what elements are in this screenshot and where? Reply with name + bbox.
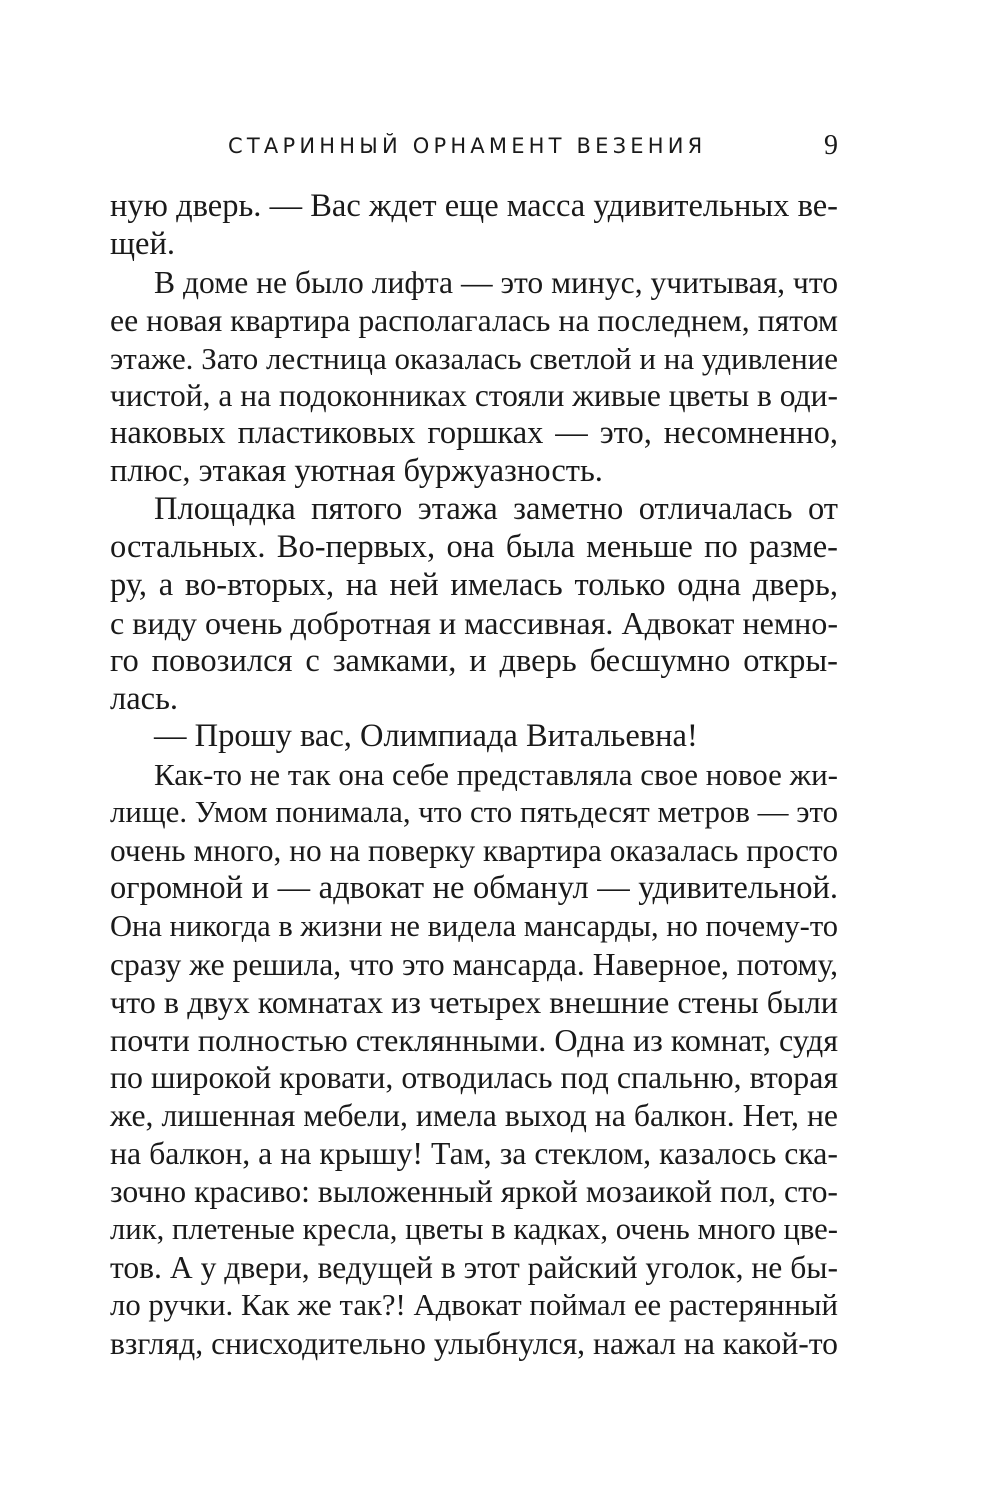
text-line: чистой, а на подоконниках стояли живые цветы в оди-: [110, 378, 838, 414]
text-line: ло ручки. Как же так?! Адвокат поймал ее растерянный: [110, 1287, 838, 1322]
page-number: 9: [824, 130, 838, 161]
text-line: щей.: [110, 225, 175, 262]
text-line: лик, плетеные кресла, цветы в кадках, очень много цве-: [110, 1212, 838, 1247]
page-header: [110, 130, 838, 166]
text-line: зочно красиво: выложенный яркой мозаикой пол, сто-: [110, 1174, 838, 1210]
text-line: — Прошу вас, Олимпиада Витальевна!: [154, 718, 698, 755]
text-line: почти полностью стеклянными. Одна из комнат, судя: [110, 1021, 838, 1058]
text-line: остальных. Во-первых, она была меньше по разме-: [110, 529, 838, 566]
text-line: наковых пластиковых горшках — это, несомненно,: [110, 415, 838, 452]
text-line: плюс, этакая уютная буржуазность.: [110, 453, 603, 490]
text-line: Как-то не так она себе представляла свое новое жи-: [154, 757, 838, 793]
text-line: на балкон, а на крышу! Там, за стеклом, казалось ска-: [110, 1136, 838, 1172]
text-line: ру, а во-вторых, на ней имелась только одна дверь,: [110, 566, 838, 603]
text-line: очень много, но на поверку квартира оказалась просто: [110, 833, 838, 869]
text-line: с виду очень добротная и массивная. Адвокат немно-: [110, 604, 838, 641]
text-line: Площадка пятого этажа заметно отличалась от: [154, 491, 838, 528]
running-title: СТАРИННЫЙ ОРНАМЕНТ ВЕЗЕНИЯ: [228, 134, 707, 158]
text-line: по широкой кровати, отводилась под спальню, вторая: [110, 1060, 838, 1096]
text-line: этаже. Зато лестница оказалась светлой и на удивление: [110, 340, 838, 376]
text-line: го повозился с замками, и дверь бесшумно откры-: [110, 642, 838, 679]
text-line: ее новая квартира располагалась на последнем, пятом: [110, 302, 838, 338]
text-line: ную дверь. — Вас ждет еще масса удивительных ве-: [110, 188, 838, 224]
text-line: взгляд, снисходительно улыбнулся, нажал на какой-то: [110, 1325, 838, 1361]
text-line: Она никогда в жизни не видела мансарды, но почему-то: [110, 908, 838, 943]
text-line: тов. А у двери, ведущей в этот райский уголок, не бы-: [110, 1249, 838, 1285]
text-line: лище. Умом понимала, что сто пятьдесят метров — это: [110, 795, 838, 830]
body-text: [110, 188, 838, 1363]
text-line: что в двух комнатах из четырех внешние стены были: [110, 983, 838, 1020]
text-line: огромной и — адвокат не обманул — удивительной.: [110, 870, 838, 907]
text-line: лась.: [110, 680, 179, 717]
text-line: В доме не было лифта — это минус, учитывая, что: [154, 264, 838, 300]
text-line: же, лишенная мебели, имела выход на балкон. Нет, не: [110, 1098, 838, 1134]
text-line: сразу же решила, что это мансарда. Наверное, потому,: [110, 946, 838, 982]
